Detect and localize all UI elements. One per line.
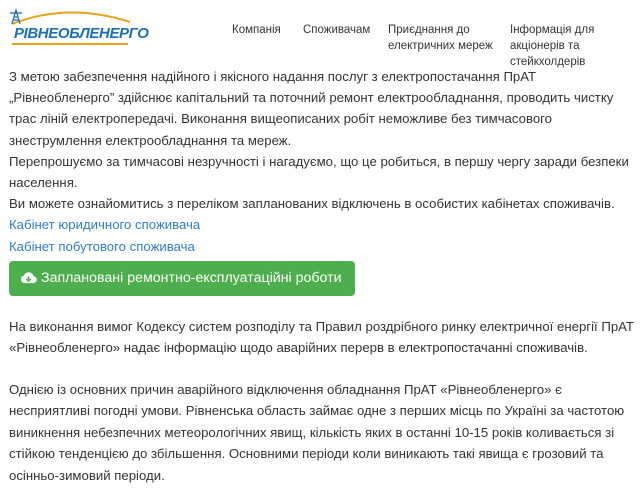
intro-paragraph: З метою забезпечення надійного і якісного надання послуг з електропостачання ПрАТ „Рівнеобленерго” здійснює капітальний та поточний ремонт електрообладнання, проводить чистку трас ліній електропередачі. Виконання вищеописаних робіт неможливе без тимчасового знеструмлення електрообладнання та мереж. xyxy=(9,69,614,148)
cloud-download-icon xyxy=(20,271,37,285)
nav-item-grid-connection[interactable]: Приєднання до електричних мереж xyxy=(388,24,493,52)
main-content xyxy=(9,66,634,486)
household-consumer-cabinet-link[interactable]: Кабінет побутового споживача xyxy=(9,238,195,254)
legal-consumer-cabinet-link[interactable]: Кабінет юридичного споживача xyxy=(9,217,201,233)
code-info-paragraph: На виконання вимог Кодексу систем розподілу та Правил роздрібного ринку електричної енергії ПрАТ «Рівнеобленерго» надає інформацію щодо аварійних перерв в електропостачанні споживачів. xyxy=(9,318,634,356)
planned-works-button-label: Заплановані ремонтно-експлуатаційні роботи xyxy=(41,269,342,286)
nav-item-company[interactable]: Компанія xyxy=(232,24,281,36)
company-logo[interactable] xyxy=(8,8,149,48)
logo-text: РІВНЕОБЛЕНЕРГО xyxy=(14,25,149,42)
nav-item-consumers[interactable]: Споживачам xyxy=(303,24,371,36)
planned-works-button[interactable] xyxy=(9,261,355,296)
invite-paragraph: Ви можете ознайомитись з переліком запланованих відключень в особистих кабінетах споживачів. xyxy=(9,196,615,212)
nav-item-investors[interactable]: Інформація для акціонерів та стейкхолдерів xyxy=(510,24,595,68)
site-header xyxy=(0,0,640,68)
weather-info-paragraph: Однією із основних причин аварійного відключення обладнання ПрАТ «Рівнеобленерго» є несприятливі погодні умови. Рівненська область займає одне з перших місць по Україні за частотою виникнення небезпечних метеорологічних явищ, кількість яких в останні 10-15 років коливається зі стійкою тенденцією до збільшення. Основними періоди коли виникають такі явища є грозовий та осінньо-зимовий періоди. xyxy=(9,381,625,483)
apology-paragraph: Перепрошуємо за тимчасові незручності і нагадуємо, що це робиться, в першу чергу заради безпеки населення. xyxy=(9,153,629,191)
